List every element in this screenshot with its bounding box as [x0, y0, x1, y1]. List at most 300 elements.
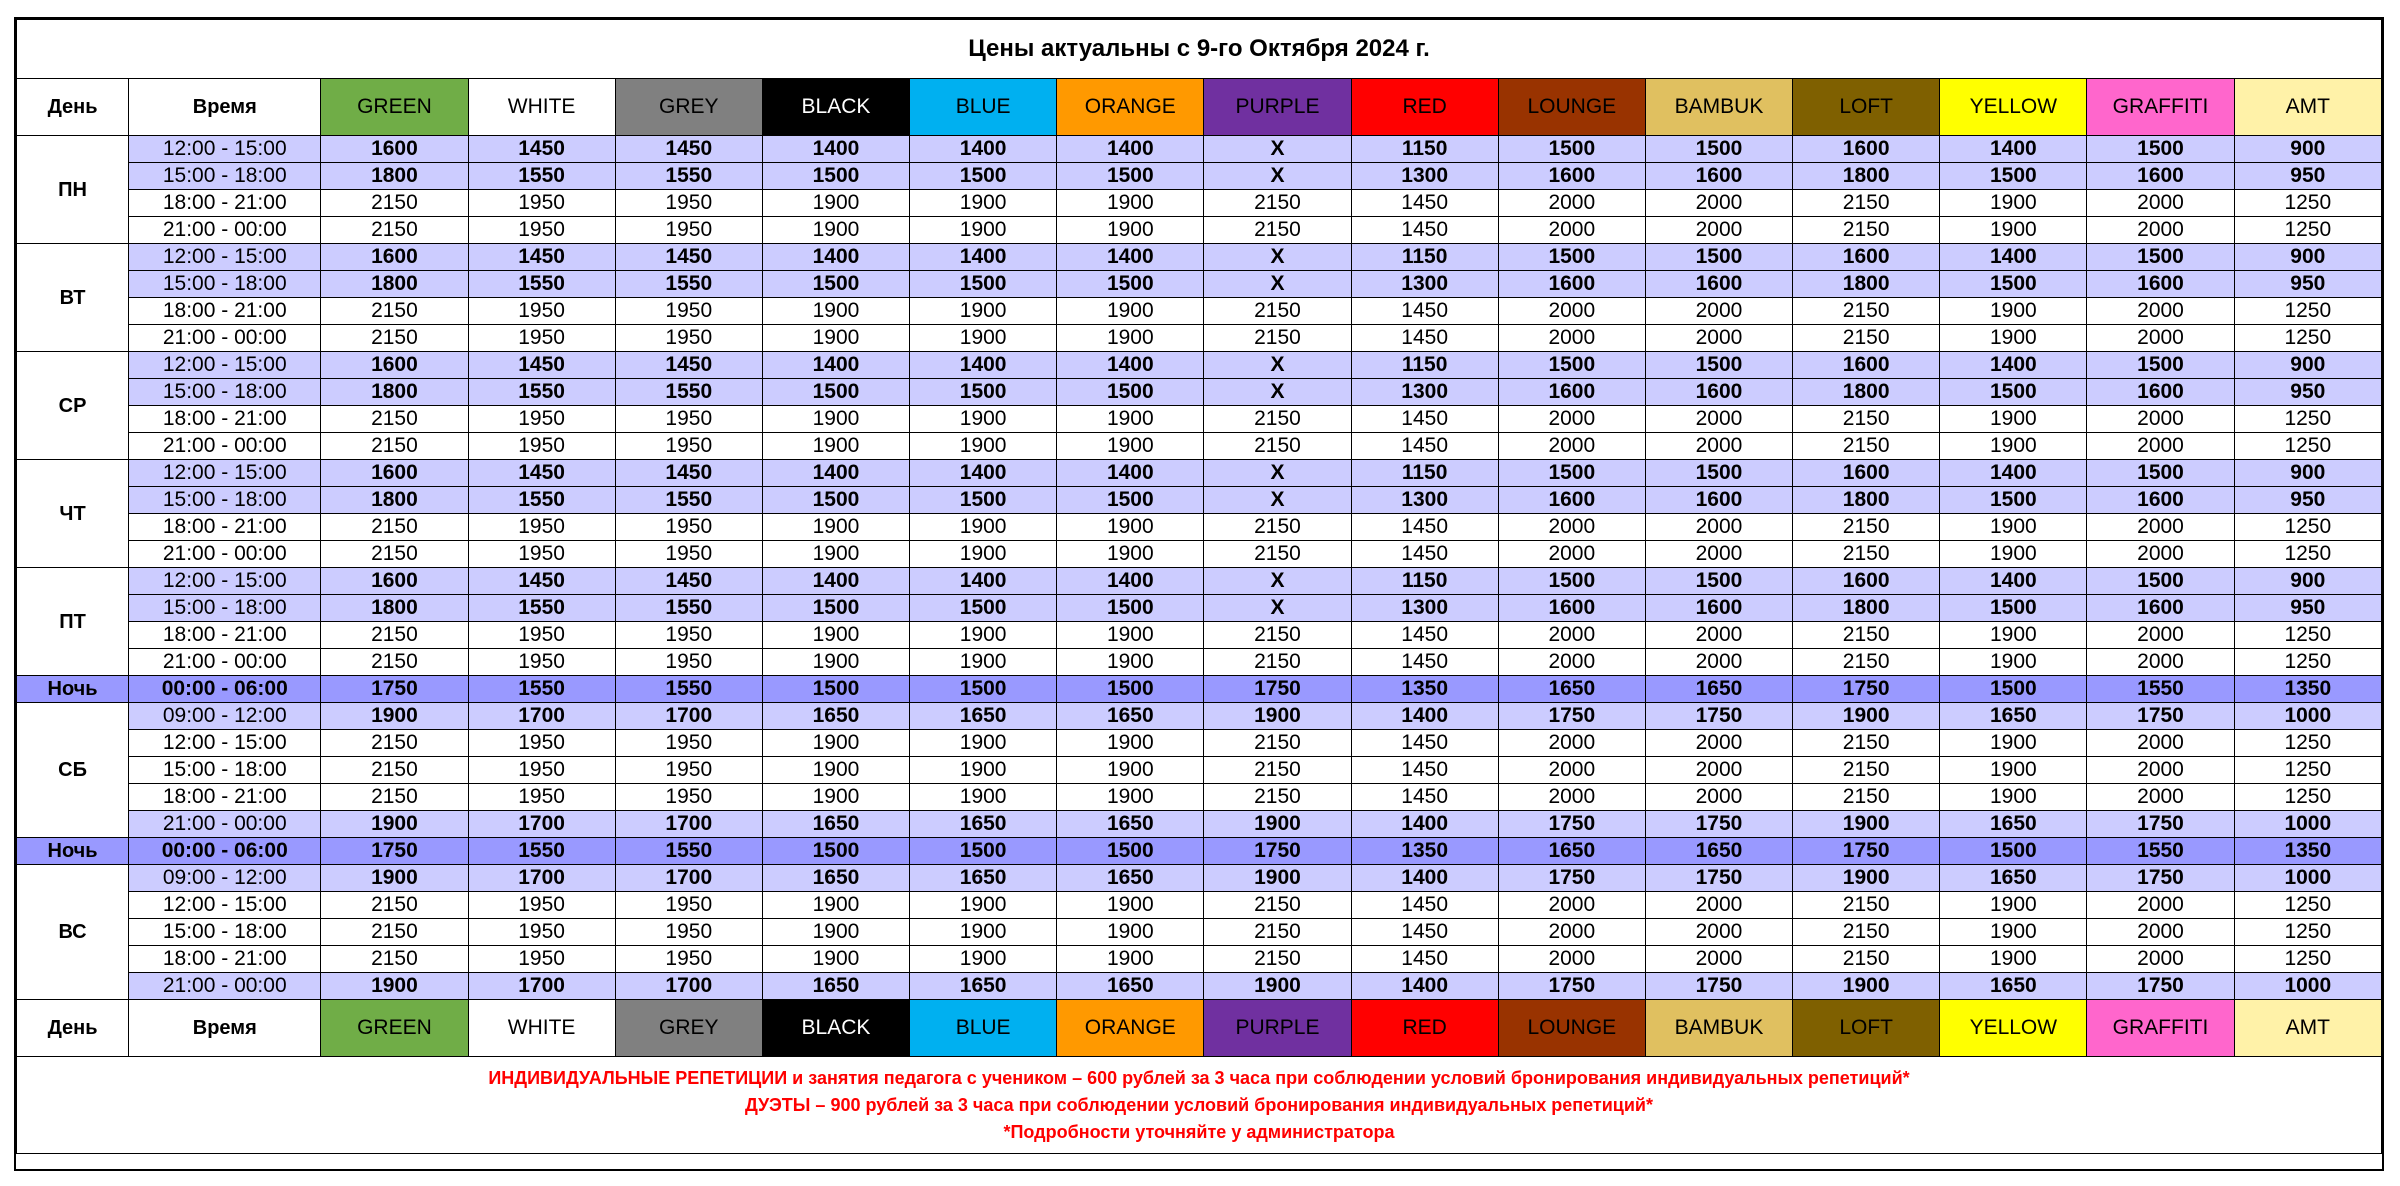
- room-header-bambuk: BAMBUK: [1645, 79, 1792, 136]
- price-cell: 1550: [615, 838, 762, 865]
- price-cell: 1300: [1351, 271, 1498, 298]
- price-cell: 1750: [1204, 676, 1351, 703]
- price-cell: 2000: [1498, 784, 1645, 811]
- price-cell: 1900: [762, 298, 909, 325]
- price-cell: 1600: [1498, 487, 1645, 514]
- price-cell: 2150: [1204, 298, 1351, 325]
- price-cell: 2150: [1204, 919, 1351, 946]
- price-cell: 1650: [1940, 973, 2087, 1000]
- price-cell: 1900: [910, 730, 1057, 757]
- time-column-header: Время: [129, 79, 321, 136]
- price-cell: 1900: [1940, 622, 2087, 649]
- price-cell: 1500: [910, 487, 1057, 514]
- price-cell: 1500: [1498, 460, 1645, 487]
- price-cell: 1700: [468, 811, 615, 838]
- price-cell: 2000: [1498, 730, 1645, 757]
- price-cell: 2150: [321, 406, 468, 433]
- price-cell: 1600: [1793, 568, 1940, 595]
- price-table: [16, 19, 2382, 1154]
- time-slot: 18:00 - 21:00: [129, 406, 321, 433]
- time-slot: 15:00 - 18:00: [129, 757, 321, 784]
- price-cell: 1900: [1057, 892, 1204, 919]
- price-cell: 1600: [1793, 244, 1940, 271]
- table-row: [17, 865, 2382, 892]
- time-slot: 21:00 - 00:00: [129, 325, 321, 352]
- price-cell: 1400: [1351, 811, 1498, 838]
- price-cell: 1550: [468, 271, 615, 298]
- price-cell: 1450: [1351, 892, 1498, 919]
- price-cell: 1150: [1351, 460, 1498, 487]
- price-cell: 1700: [615, 865, 762, 892]
- price-cell: 950: [2234, 379, 2381, 406]
- price-cell: 1900: [1940, 730, 2087, 757]
- price-cell: 1650: [1645, 676, 1792, 703]
- price-cell: X: [1204, 595, 1351, 622]
- price-cell: 1900: [1057, 433, 1204, 460]
- price-cell: 2150: [1793, 919, 1940, 946]
- price-cell: 2150: [1793, 433, 1940, 460]
- price-cell: 1450: [615, 568, 762, 595]
- price-cell: 1600: [321, 244, 468, 271]
- time-slot: 21:00 - 00:00: [129, 649, 321, 676]
- price-cell: 1950: [615, 541, 762, 568]
- price-cell: 1900: [1057, 325, 1204, 352]
- price-cell: 1500: [1940, 838, 2087, 865]
- price-cell: 1900: [762, 946, 909, 973]
- price-cell: 2000: [2087, 514, 2234, 541]
- table-row: [17, 514, 2382, 541]
- table-row: [17, 406, 2382, 433]
- price-cell: 1650: [910, 703, 1057, 730]
- price-cell: 1500: [1057, 487, 1204, 514]
- price-cell: 1450: [1351, 433, 1498, 460]
- price-cell: 1750: [2087, 865, 2234, 892]
- price-sheet: [14, 17, 2384, 1171]
- price-cell: 1450: [615, 136, 762, 163]
- price-cell: 2000: [2087, 892, 2234, 919]
- table-row: [17, 946, 2382, 973]
- price-cell: 1950: [468, 406, 615, 433]
- price-cell: 1600: [1645, 163, 1792, 190]
- price-cell: 1900: [1057, 757, 1204, 784]
- price-cell: 1950: [468, 892, 615, 919]
- price-cell: 1950: [468, 298, 615, 325]
- price-cell: 2000: [1498, 757, 1645, 784]
- price-cell: 1000: [2234, 865, 2381, 892]
- price-cell: 1500: [910, 163, 1057, 190]
- price-cell: 1900: [1940, 649, 2087, 676]
- price-cell: 2150: [1793, 190, 1940, 217]
- price-cell: 1500: [2087, 568, 2234, 595]
- header-row-bottom: [17, 1000, 2382, 1057]
- price-cell: 1600: [321, 136, 468, 163]
- time-column-header: Время: [129, 1000, 321, 1057]
- price-cell: 1900: [321, 811, 468, 838]
- price-cell: 1900: [762, 919, 909, 946]
- price-cell: 900: [2234, 352, 2381, 379]
- price-cell: 1800: [1793, 595, 1940, 622]
- price-cell: 1650: [762, 973, 909, 1000]
- price-cell: 1950: [468, 730, 615, 757]
- price-cell: 1450: [468, 244, 615, 271]
- price-cell: 1550: [468, 595, 615, 622]
- price-cell: 1400: [1351, 973, 1498, 1000]
- price-cell: 1900: [762, 730, 909, 757]
- note-line: ДУЭТЫ – 900 рублей за 3 часа при соблюдении условий бронирования индивидуальных репетиций*: [745, 1094, 1653, 1115]
- price-cell: 1900: [762, 649, 909, 676]
- price-cell: 1550: [615, 487, 762, 514]
- table-row: [17, 892, 2382, 919]
- price-cell: 1950: [615, 298, 762, 325]
- price-cell: 1900: [1204, 703, 1351, 730]
- price-cell: 1900: [910, 784, 1057, 811]
- price-cell: 1500: [1057, 163, 1204, 190]
- price-cell: 1900: [762, 433, 909, 460]
- price-cell: X: [1204, 460, 1351, 487]
- price-cell: 1900: [1057, 217, 1204, 244]
- price-cell: 1500: [1057, 271, 1204, 298]
- price-cell: 1450: [1351, 217, 1498, 244]
- price-cell: 1950: [615, 946, 762, 973]
- price-cell: 1950: [468, 190, 615, 217]
- price-cell: 2000: [2087, 946, 2234, 973]
- price-cell: 1700: [615, 703, 762, 730]
- price-cell: 1750: [321, 676, 468, 703]
- price-cell: 1400: [910, 568, 1057, 595]
- price-cell: 2000: [2087, 298, 2234, 325]
- price-cell: 1500: [910, 271, 1057, 298]
- price-cell: 1900: [1940, 541, 2087, 568]
- time-slot: 18:00 - 21:00: [129, 622, 321, 649]
- price-cell: 1600: [2087, 379, 2234, 406]
- price-cell: 2150: [1793, 784, 1940, 811]
- time-slot: 18:00 - 21:00: [129, 190, 321, 217]
- price-cell: 2150: [1204, 406, 1351, 433]
- price-cell: 1900: [1793, 811, 1940, 838]
- price-cell: 1500: [1057, 838, 1204, 865]
- price-cell: 1950: [468, 946, 615, 973]
- price-cell: 2150: [1204, 784, 1351, 811]
- price-cell: 1400: [1940, 352, 2087, 379]
- price-cell: 1900: [1057, 919, 1204, 946]
- price-cell: 1500: [762, 379, 909, 406]
- price-cell: 1650: [910, 973, 1057, 1000]
- table-row: [17, 676, 2382, 703]
- day-label: ЧТ: [17, 460, 129, 568]
- price-cell: 2150: [321, 541, 468, 568]
- price-cell: X: [1204, 163, 1351, 190]
- room-header-orange: ORANGE: [1057, 1000, 1204, 1057]
- price-cell: 1800: [321, 595, 468, 622]
- time-slot: 18:00 - 21:00: [129, 784, 321, 811]
- day-label: ПН: [17, 136, 129, 244]
- price-cell: 1500: [1498, 568, 1645, 595]
- room-header-lounge: LOUNGE: [1498, 1000, 1645, 1057]
- price-cell: 2000: [1645, 649, 1792, 676]
- price-cell: 1500: [762, 271, 909, 298]
- price-cell: 1650: [1940, 703, 2087, 730]
- price-cell: 1950: [468, 757, 615, 784]
- time-slot: 12:00 - 15:00: [129, 136, 321, 163]
- price-cell: 1900: [762, 406, 909, 433]
- price-cell: 1600: [1793, 136, 1940, 163]
- price-cell: 1500: [1645, 352, 1792, 379]
- price-cell: 1350: [1351, 676, 1498, 703]
- price-cell: 1900: [910, 649, 1057, 676]
- price-cell: 1950: [615, 919, 762, 946]
- price-cell: X: [1204, 379, 1351, 406]
- price-cell: 1150: [1351, 352, 1498, 379]
- price-cell: 1250: [2234, 190, 2381, 217]
- table-row: [17, 271, 2382, 298]
- price-cell: 1400: [1940, 568, 2087, 595]
- price-cell: 1600: [1645, 379, 1792, 406]
- day-label: ВТ: [17, 244, 129, 352]
- price-cell: 1500: [762, 487, 909, 514]
- price-cell: 1900: [1057, 541, 1204, 568]
- note-line: ИНДИВИДУАЛЬНЫЕ РЕПЕТИЦИИ и занятия педагога с учеником – 600 рублей за 3 часа при соблюдении условий бронирования индивидуальных репетиций*: [488, 1067, 1910, 1088]
- price-cell: 1750: [1498, 703, 1645, 730]
- price-cell: 2000: [1498, 892, 1645, 919]
- price-cell: 1400: [910, 460, 1057, 487]
- price-cell: 2150: [1204, 433, 1351, 460]
- price-cell: 1500: [1498, 352, 1645, 379]
- price-cell: 1450: [1351, 919, 1498, 946]
- price-cell: 1900: [1204, 811, 1351, 838]
- table-row: [17, 568, 2382, 595]
- room-header-grey: GREY: [615, 79, 762, 136]
- price-cell: 2000: [2087, 730, 2234, 757]
- price-cell: 1700: [615, 973, 762, 1000]
- price-cell: 1750: [1204, 838, 1351, 865]
- price-cell: 1400: [910, 244, 1057, 271]
- price-cell: 1750: [1793, 676, 1940, 703]
- price-cell: 2000: [1645, 892, 1792, 919]
- price-cell: 2150: [1793, 730, 1940, 757]
- price-cell: 1600: [1645, 271, 1792, 298]
- price-cell: 1350: [2234, 676, 2381, 703]
- price-cell: 2000: [1645, 541, 1792, 568]
- price-cell: 2000: [1645, 190, 1792, 217]
- price-cell: 1950: [468, 433, 615, 460]
- price-cell: 2150: [1793, 298, 1940, 325]
- price-cell: 1400: [1057, 352, 1204, 379]
- price-cell: 1450: [615, 244, 762, 271]
- price-cell: 1800: [1793, 163, 1940, 190]
- price-cell: 1400: [1940, 460, 2087, 487]
- table-row: [17, 919, 2382, 946]
- price-cell: 1500: [910, 838, 1057, 865]
- price-cell: 1500: [762, 676, 909, 703]
- price-cell: 1550: [2087, 676, 2234, 703]
- price-cell: 1600: [1498, 163, 1645, 190]
- price-cell: 1450: [468, 460, 615, 487]
- room-header-amt: AMT: [2234, 79, 2381, 136]
- price-cell: 1900: [1057, 622, 1204, 649]
- price-cell: 1900: [1793, 703, 1940, 730]
- price-cell: 2150: [321, 298, 468, 325]
- price-cell: 1400: [910, 136, 1057, 163]
- price-cell: 1550: [468, 487, 615, 514]
- price-cell: 2150: [321, 946, 468, 973]
- price-cell: 1250: [2234, 730, 2381, 757]
- price-cell: 1950: [468, 325, 615, 352]
- price-cell: 2150: [321, 730, 468, 757]
- price-cell: 1500: [2087, 352, 2234, 379]
- price-cell: 1500: [1940, 676, 2087, 703]
- price-cell: 1500: [1498, 136, 1645, 163]
- price-cell: 1150: [1351, 568, 1498, 595]
- price-cell: 2000: [2087, 784, 2234, 811]
- price-cell: 1500: [1645, 136, 1792, 163]
- price-cell: 1600: [1793, 352, 1940, 379]
- price-cell: 1000: [2234, 703, 2381, 730]
- price-cell: 1900: [910, 406, 1057, 433]
- price-cell: 1900: [1940, 784, 2087, 811]
- time-slot: 12:00 - 15:00: [129, 244, 321, 271]
- price-cell: 1150: [1351, 244, 1498, 271]
- table-row: [17, 595, 2382, 622]
- price-cell: 1450: [1351, 757, 1498, 784]
- price-cell: 1450: [468, 352, 615, 379]
- price-cell: 1600: [2087, 595, 2234, 622]
- room-header-lounge: LOUNGE: [1498, 79, 1645, 136]
- price-cell: 1400: [1351, 865, 1498, 892]
- price-cell: 1250: [2234, 325, 2381, 352]
- price-cell: 2000: [2087, 919, 2234, 946]
- price-cell: 1500: [1057, 379, 1204, 406]
- price-cell: 1500: [2087, 460, 2234, 487]
- price-cell: 1650: [1498, 838, 1645, 865]
- price-cell: 1900: [762, 514, 909, 541]
- price-cell: 1450: [615, 460, 762, 487]
- price-cell: 1900: [910, 622, 1057, 649]
- price-cell: 1550: [468, 163, 615, 190]
- room-header-amt: AMT: [2234, 1000, 2381, 1057]
- table-row: [17, 352, 2382, 379]
- price-cell: 1900: [910, 919, 1057, 946]
- price-cell: 2000: [1498, 649, 1645, 676]
- price-cell: 1500: [1940, 163, 2087, 190]
- price-cell: 1700: [468, 703, 615, 730]
- price-cell: 1500: [1057, 595, 1204, 622]
- price-cell: 2000: [1645, 217, 1792, 244]
- price-cell: 1600: [2087, 487, 2234, 514]
- price-cell: 2150: [321, 217, 468, 244]
- price-cell: 1700: [615, 811, 762, 838]
- price-cell: 1450: [1351, 298, 1498, 325]
- price-cell: 2000: [1645, 514, 1792, 541]
- price-cell: 1400: [1057, 460, 1204, 487]
- price-cell: 1550: [615, 271, 762, 298]
- price-cell: 1900: [1793, 865, 1940, 892]
- price-cell: 950: [2234, 271, 2381, 298]
- price-cell: 1750: [1498, 865, 1645, 892]
- price-cell: 2000: [2087, 190, 2234, 217]
- price-cell: 2150: [1204, 649, 1351, 676]
- price-cell: 1750: [1793, 838, 1940, 865]
- price-cell: 2000: [1498, 946, 1645, 973]
- price-cell: 1600: [1498, 271, 1645, 298]
- price-cell: 1500: [910, 676, 1057, 703]
- room-header-blue: BLUE: [910, 79, 1057, 136]
- price-cell: 2000: [1498, 190, 1645, 217]
- table-row: [17, 460, 2382, 487]
- room-header-yellow: YELLOW: [1940, 1000, 2087, 1057]
- price-cell: 1650: [910, 811, 1057, 838]
- table-row: [17, 433, 2382, 460]
- room-header-loft: LOFT: [1793, 79, 1940, 136]
- price-cell: X: [1204, 487, 1351, 514]
- price-cell: 1900: [910, 514, 1057, 541]
- time-slot: 15:00 - 18:00: [129, 163, 321, 190]
- price-cell: 1900: [910, 190, 1057, 217]
- price-cell: 1600: [1645, 595, 1792, 622]
- price-cell: 1500: [910, 379, 1057, 406]
- price-cell: 2000: [1498, 541, 1645, 568]
- price-cell: 1650: [910, 865, 1057, 892]
- room-header-white: WHITE: [468, 1000, 615, 1057]
- price-cell: 1450: [1351, 406, 1498, 433]
- day-label: СБ: [17, 703, 129, 838]
- price-cell: 1550: [468, 676, 615, 703]
- price-cell: 1750: [1645, 973, 1792, 1000]
- price-cell: 2150: [321, 433, 468, 460]
- time-slot: 21:00 - 00:00: [129, 433, 321, 460]
- price-cell: 1300: [1351, 595, 1498, 622]
- price-cell: 1300: [1351, 163, 1498, 190]
- price-cell: 1500: [762, 163, 909, 190]
- price-cell: 1800: [1793, 487, 1940, 514]
- price-cell: 2150: [1204, 730, 1351, 757]
- price-cell: 1650: [1940, 811, 2087, 838]
- table-row: [17, 541, 2382, 568]
- time-slot: 12:00 - 15:00: [129, 460, 321, 487]
- price-cell: 1300: [1351, 379, 1498, 406]
- price-cell: 1450: [1351, 514, 1498, 541]
- time-slot: 21:00 - 00:00: [129, 217, 321, 244]
- price-cell: 1950: [468, 217, 615, 244]
- price-cell: 1800: [1793, 379, 1940, 406]
- room-header-red: RED: [1351, 79, 1498, 136]
- room-header-green: GREEN: [321, 1000, 468, 1057]
- price-cell: 1500: [762, 838, 909, 865]
- price-cell: 1450: [1351, 730, 1498, 757]
- price-cell: X: [1204, 352, 1351, 379]
- price-cell: 1000: [2234, 811, 2381, 838]
- price-cell: 1950: [468, 649, 615, 676]
- header-row-top: [17, 79, 2382, 136]
- price-cell: 1500: [762, 595, 909, 622]
- price-cell: 1750: [321, 838, 468, 865]
- price-cell: 1150: [1351, 136, 1498, 163]
- price-cell: 1450: [468, 136, 615, 163]
- price-cell: 2000: [1645, 784, 1792, 811]
- price-cell: 1500: [1940, 595, 2087, 622]
- price-cell: 1650: [1498, 676, 1645, 703]
- price-cell: 2150: [1204, 622, 1351, 649]
- price-cell: 1900: [1057, 190, 1204, 217]
- price-cell: 1800: [321, 163, 468, 190]
- price-cell: 1950: [615, 514, 762, 541]
- day-label: Ночь: [17, 838, 129, 865]
- price-cell: 2150: [321, 622, 468, 649]
- time-slot: 15:00 - 18:00: [129, 919, 321, 946]
- price-cell: 1950: [615, 649, 762, 676]
- price-cell: 1450: [1351, 946, 1498, 973]
- price-cell: 1900: [1940, 757, 2087, 784]
- price-cell: 1250: [2234, 541, 2381, 568]
